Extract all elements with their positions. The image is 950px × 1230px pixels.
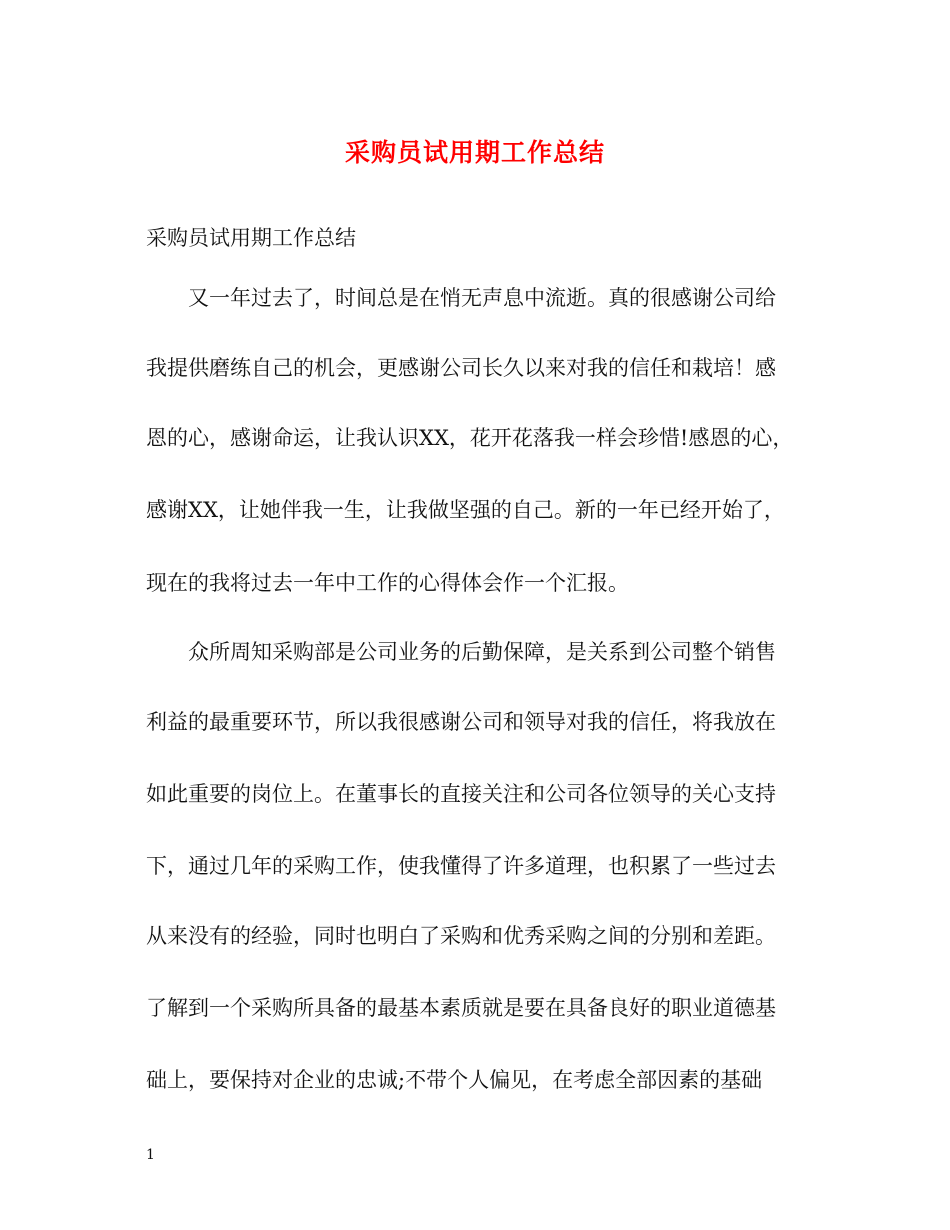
paragraph-line: 众所周知采购部是公司业务的后勤保障，是关系到公司整个销售 [188,640,776,664]
paragraph-line: 利益的最重要环节，所以我很感谢公司和领导对我的信任，将我放在 [146,710,776,734]
paragraph-line: 下，通过几年的采购工作，使我懂得了许多道理，也积累了一些过去 [146,854,776,878]
document-title: 采购员试用期工作总结 [344,138,605,167]
paragraph-line: 恩的心，感谢命运，让我认识XX，花开花落我一样会珍惜!感恩的心， [146,426,794,450]
paragraph-line: 如此重要的岗位上。在董事长的直接关注和公司各位领导的关心支持 [146,782,776,806]
paragraph-line: 感谢XX，让她伴我一生，让我做坚强的自己。新的一年已经开始了， [146,498,785,522]
page-number: 1 [146,1147,155,1163]
paragraph-line: 从来没有的经验，同时也明白了采购和优秀采购之间的分别和差距。 [146,924,776,948]
paragraph-line: 现在的我将过去一年中工作的心得体会作一个汇报。 [146,571,629,595]
paragraph-line: 我提供磨练自己的机会，更感谢公司长久以来对我的信任和栽培！感 [146,356,776,380]
paragraph-line: 又一年过去了，时间总是在悄无声息中流逝。真的很感谢公司给 [188,286,776,310]
paragraph-line: 了解到一个采购所具备的最基本素质就是要在具备良好的职业道德基 [146,996,776,1020]
paragraph-line: 础上，要保持对企业的忠诚;不带个人偏见，在考虑全部因素的基础 [146,1068,763,1092]
document-subtitle: 采购员试用期工作总结 [146,226,356,250]
